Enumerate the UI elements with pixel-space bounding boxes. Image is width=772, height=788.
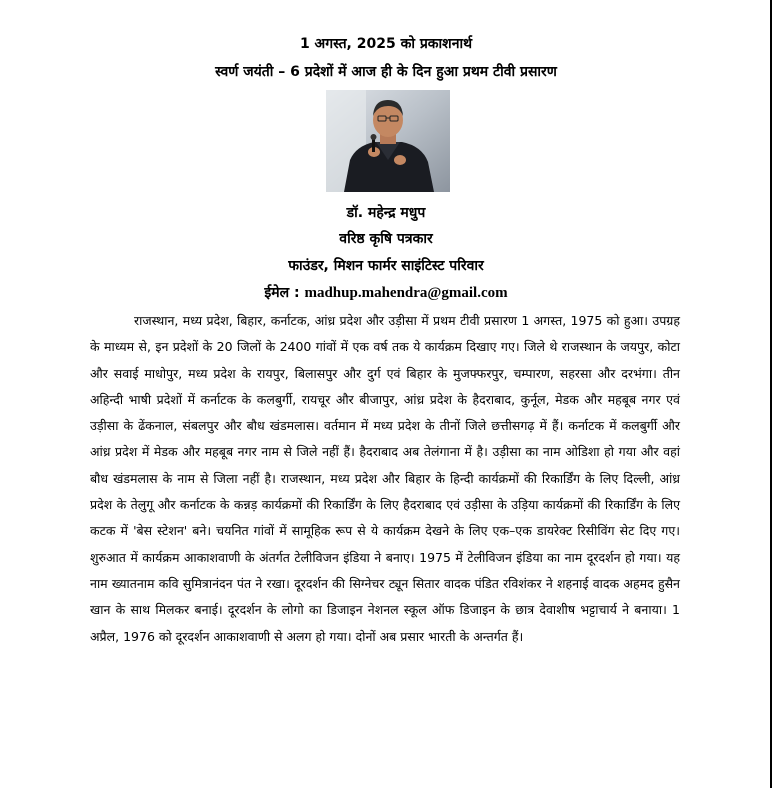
author-designation: वरिष्ठ कृषि पत्रकार [339,231,433,247]
author-name: डॉ. महेन्द्र मधुप [346,205,426,221]
author-organization: फाउंडर, मिशन फार्मर साइंटिस्ट परिवार [288,258,484,274]
email-address: madhup.mahendra@gmail.com [304,285,508,301]
author-photo [326,90,450,192]
article-body: राजस्थान, मध्य प्रदेश, बिहार, कर्नाटक, आंध्र प्रदेश और उड़ीसा में प्रथम टीवी प्रसारण 1 अगस्त, 1975 को हुआ। उपग्रह के माध्यम से, इन प्रदेशों के 20 जिलों के 2400 गांवों में एक वर्ष तक ये कार्यक्रम दिखाए गए। जिले थे राजस्थान के जयपुर, कोटा और सवाई माधोपुर, मध्य प्रदेश के रायपुर, बिलासपुर और दुर्ग एवं बिहार के मुजफ्फरपुर, चम्पारण, सहरसा और दरभंगा। तीन अहिन्दी भाषी प्रदेशों में कर्नाटक के कलबुर्गी, रायचूर और बीजापुर, आंध्र प्रदेश के हैदराबाद, कुर्नूल, मेडक और महबूब नगर एवं उड़ीसा के ढेंकनाल, संबलपुर और बौध खंडमलास। वर्तमान में मध्य प्रदेश के तीनों जिले छत्तीसगढ़ में हैं। कर्नाटक में कलबुर्गी और आंध्र प्रदेश में मेडक और महबूब नगर नाम से जिले नहीं हैं। हैदराबाद अब तेलंगाना में है। उड़ीसा का नाम ओडिशा हो गया और वहां बौध खंडमलास के नाम से जिला नहीं है। राजस्थान, मध्य प्रदेश और बिहार के हिन्दी कार्यक्रमों की रिकार्डिंग के लिए दिल्ली, आंध्र प्रदेश के तेलुगू और कर्नाटक के कन्नड़ कार्यक्रमों की रिकार्डिंग के लिए हैदराबाद एवं उड़ीसा के उड़िया कार्यक्रमों की रिकार्डिंग के लिए कटक में 'बेस स्टेशन' बने। चयनित गांवों में सामूहिक रूप से ये कार्यक्रम देखने के लिए एक–एक डायरेक्ट रिसीविंग सेट दिए गए। शुरुआत में कार्यक्रम आकाशवाणी के अंतर्गत टेलीविजन इंडिया ने बनाए। 1975 में टेलीविजन इंडिया का नाम दूरदर्शन हो गया। यह नाम ख्यातनाम कवि सुमित्रानंदन पंत ने रखा। दूरदर्शन की सिग्नेचर ट्यून सितार वादक पंडित रविशंकर ने शहनाई वादक अहमद हुसैन खान के साथ मिलकर बनाई। दूरदर्शन के लोगो का डिजाइन नेशनल स्कूल ऑफ डिजाइन के छात्र देवाशीष भट्टाचार्य ने बनाया। 1 अप्रैल, 1976 को दूरदर्शन आकाशवाणी से अलग हो गया। दोनों अब प्रसार भारती के अन्तर्गत हैं। [90,313,680,644]
email-label: ईमेल : [264,285,300,301]
author-email-line [0,283,772,302]
publication-date-line: 1 अगस्त, 2025 को प्रकाशनार्थ [299,36,473,52]
article-headline: स्वर्ण जयंती – 6 प्रदेशों में आज ही के दिन हुआ प्रथम टीवी प्रसारण [215,64,557,80]
